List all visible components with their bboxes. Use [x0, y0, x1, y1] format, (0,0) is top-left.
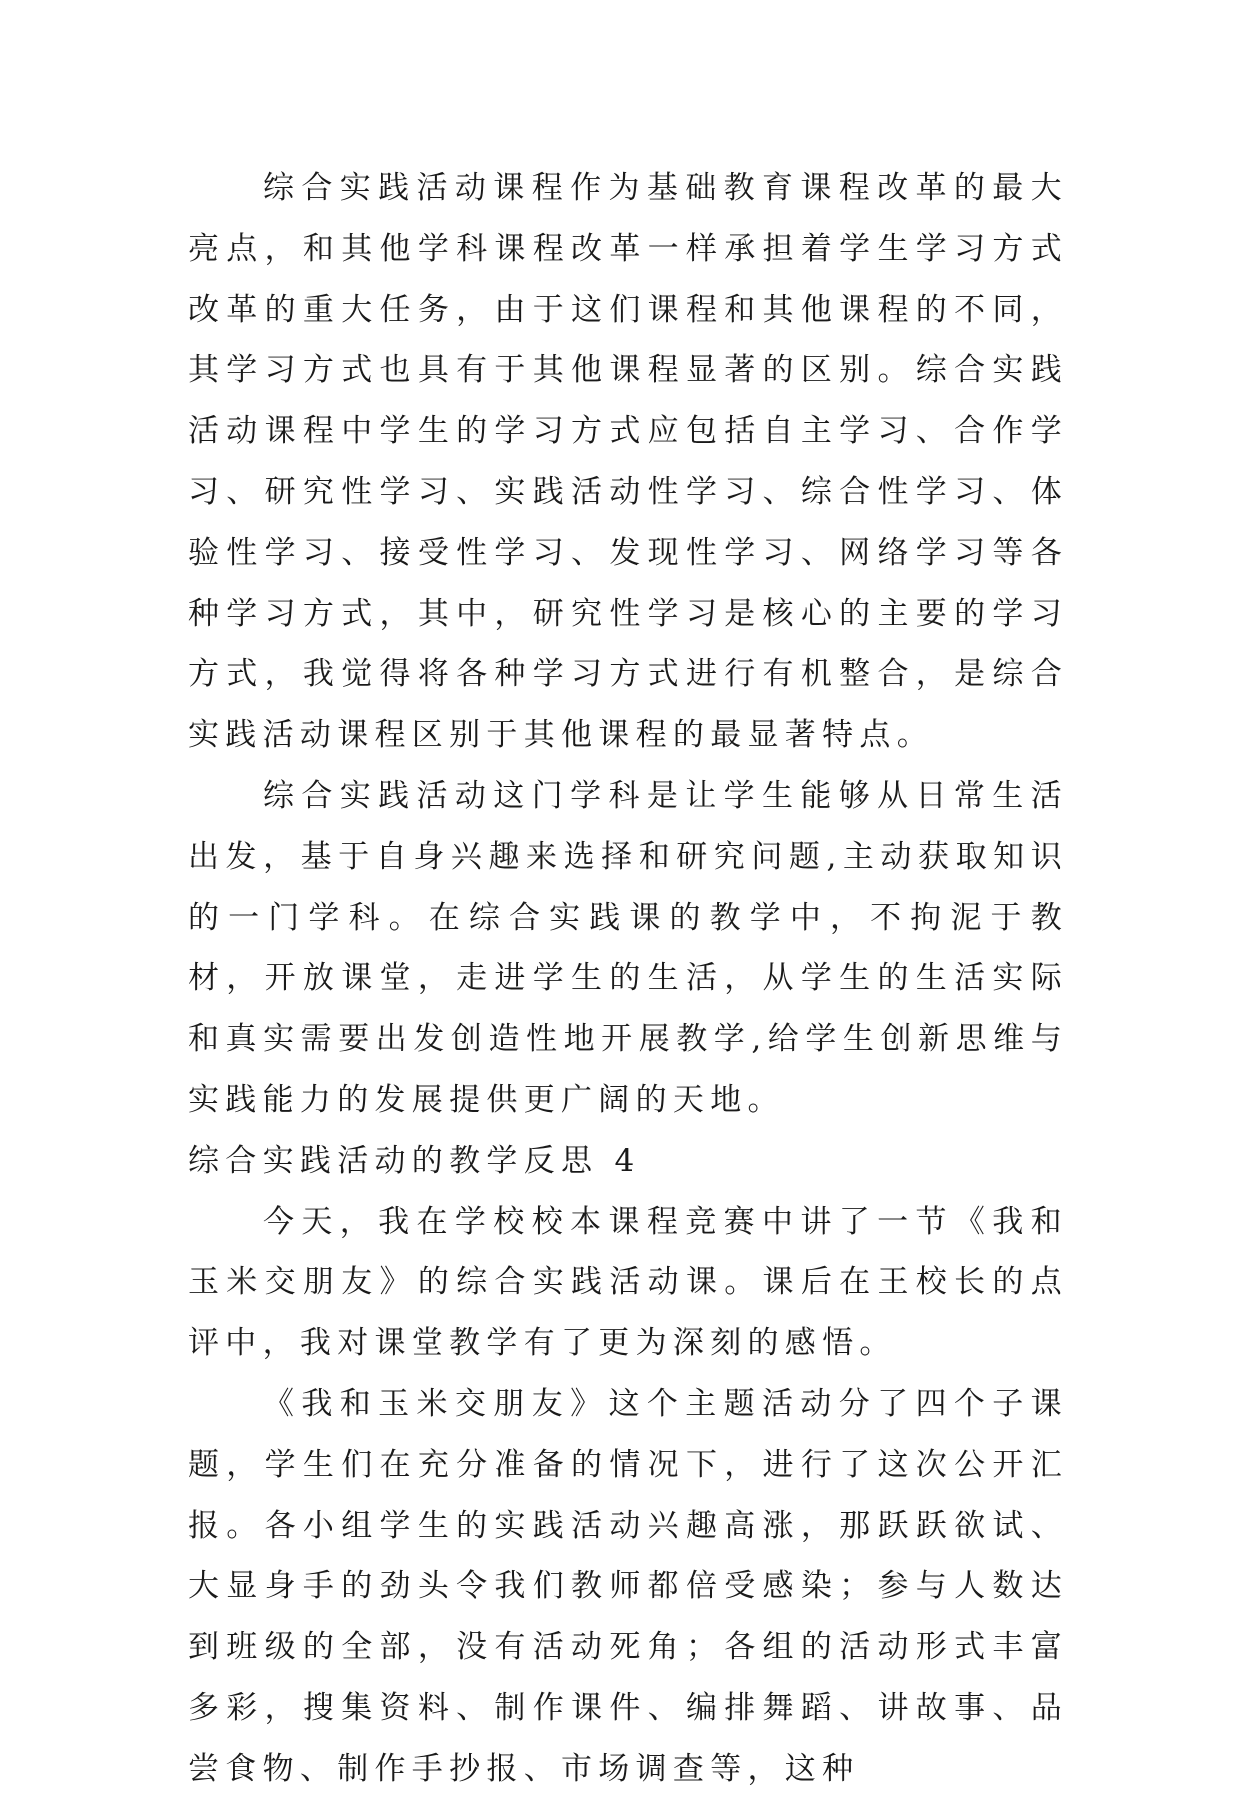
paragraph-learning-methods: 综合实践活动课程作为基础教育课程改革的最大亮点，和其他学科课程改革一样承担着学生学习方式改革的重大任务，由于这们课程和其他课程的不同，其学习方式也具有于其他课程显著的区别。综合实践活动课程中学生的学习方式应包括自主学习、合作学习、研究性学习、实践活动性学习、综合性学习、体验性学习、接受性学习、发现性学习、网络学习等各种学习方式，其中，研究性学习是核心的主要的学习方式，我觉得将各种学习方式进行有机整合，是综合实践活动课程区别于其他课程的最显著特点。 — [188, 170, 1068, 754]
paragraph-lesson-intro: 今天，我在学校校本课程竞赛中讲了一节《我和玉米交朋友》的综合实践活动课。课后在王校长的点评中，我对课堂教学有了更为深刻的感悟。 — [188, 1203, 1068, 1362]
section-heading: 综合实践活动的教学反思 4 — [188, 1142, 641, 1179]
paragraph-subject-description: 综合实践活动这门学科是让学生能够从日常生活出发，基于自身兴趣来选择和研究问题,主动获取知识的一门学科。在综合实践课的教学中，不拘泥于教材，开放课堂，走进学生的生活，从学生的生活实际和真实需要出发创造性地开展教学,给学生创新思维与实践能力的发展提供更广阔的天地。 — [188, 777, 1068, 1118]
paragraph-activity-report: 《我和玉米交朋友》这个主题活动分了四个子课题，学生们在充分准备的情况下，进行了这次公开汇报。各小组学生的实践活动兴趣高涨，那跃跃欲试、大显身手的劲头令我们教师都倍受感染；参与人数达到班级的全部，没有活动死角；各组的活动形式丰富多彩，搜集资料、制作课件、编排舞蹈、讲故事、品尝食物、制作手抄报、市场调查等，这种 — [188, 1385, 1068, 1787]
document-body — [188, 158, 1068, 1800]
